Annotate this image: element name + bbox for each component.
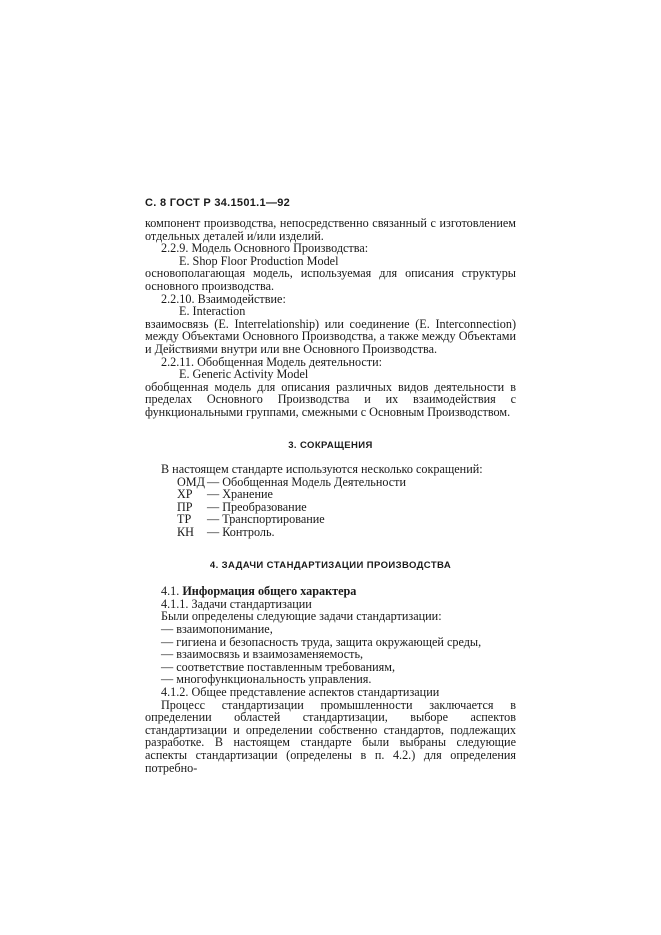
abbreviation-code: ТР — [177, 512, 192, 527]
section-2-2-9-english: E. Shop Floor Production Model — [179, 253, 339, 268]
section-2-2-9-title: 2.2.9. Модель Основного Производства: — [161, 241, 369, 256]
abbreviation-meaning: — Преобразование — [207, 499, 307, 514]
abbreviation-meaning: — Транспортирование — [207, 512, 325, 527]
section-2-2-11-definition: обобщенная модель для описания различных видов деятельности в пределах Основного Производства и их взаимодействия с функциональными группами, смежными с Основным Производством. — [145, 379, 516, 419]
task-item: — соответствие поставленным требованиям, — [161, 659, 396, 674]
abbreviation-item — [145, 501, 516, 514]
section-2-2-11-english: E. Generic Activity Model — [179, 367, 309, 382]
section-4-1-name: Информация общего характера — [182, 584, 357, 599]
intro-paragraph: компонент производства, непосредственно связанный с изготовлением отдельных деталей и/или изделий. — [145, 216, 516, 243]
section-4-1-1-intro: Были определены следующие задачи стандартизации: — [161, 609, 442, 624]
abbreviation-list — [145, 476, 516, 539]
section-4-1-title — [145, 585, 516, 598]
abbreviation-item — [145, 488, 516, 501]
page-content — [145, 217, 516, 774]
abbreviation-code: ОМД — [177, 474, 205, 489]
page-header: С. 8 ГОСТ Р 34.1501.1—92 — [145, 197, 291, 209]
abbreviation-item — [145, 526, 516, 539]
abbreviation-meaning: — Хранение — [207, 487, 273, 502]
task-item: — взаимосвязь и взаимозаменяемость, — [161, 647, 364, 662]
task-item: — гигиена и безопасность труда, защита окружающей среды, — [161, 634, 482, 649]
abbreviation-meaning: — Обобщенная Модель Деятельности — [207, 474, 407, 489]
section-4-heading: 4. ЗАДАЧИ СТАНДАРТИЗАЦИИ ПРОИЗВОДСТВА — [209, 559, 452, 571]
section-4-1-number: 4.1. — [161, 584, 180, 599]
section-4-1-1-title: 4.1.1. Задачи стандартизации — [161, 596, 312, 611]
section-4-1-2-title: 4.1.2. Общее представление аспектов стандартизации — [161, 685, 440, 699]
abbreviation-item — [145, 476, 516, 489]
section-2-2-10-definition: взаимосвязь (E. Interrelationship) или соединение (E. Interconnection) между Объектами Основного Производства, а также между Объектами и Действиями внутри или вне Основного Производства. — [145, 316, 516, 356]
section-3-heading: 3. СОКРАЩЕНИЯ — [288, 439, 373, 451]
abbreviation-code: КН — [177, 525, 194, 540]
abbreviation-item — [145, 513, 516, 526]
section-2-2-10-english: E. Interaction — [179, 304, 246, 319]
section-4-1-2-paragraph: Процесс стандартизации промышленности заключается в определении областей стандартизации, выборе аспектов стандартизации и определении собственно стандартов, подлежащих разработке. В настоящем стандарте были выбраны следующие аспекты стандартизации (определены в п. 4.2.) для определения потребно- — [145, 697, 516, 775]
section-2-2-9-definition: основополагающая модель, используемая для описания структуры основного производства. — [145, 266, 516, 293]
abbreviation-code: ХР — [177, 487, 193, 502]
section-3-intro: В настоящем стандарте используются несколько сокращений: — [161, 462, 483, 477]
abbreviation-meaning: — Контроль. — [207, 525, 275, 540]
task-item: — многофункциональность управления. — [161, 672, 372, 687]
section-2-2-10-title: 2.2.10. Взаимодействие: — [161, 291, 286, 306]
abbreviation-code: ПР — [177, 499, 193, 514]
section-2-2-11-title: 2.2.11. Обобщенная Модель деятельности: — [161, 354, 383, 369]
task-item: — взаимопонимание, — [161, 622, 273, 637]
